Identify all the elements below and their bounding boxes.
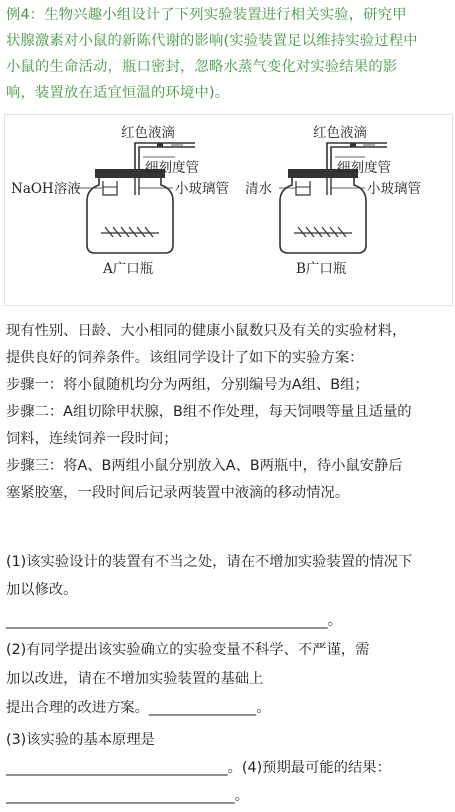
step-three-cont: 塞紧胶塞，一段时间后记录两装置中液滴的移动情况。 (6, 485, 350, 501)
label-naoh-a: NaOH溶液 (11, 181, 81, 197)
question-3-text: (3)该实验的基本原理是 (6, 732, 155, 748)
label-scale-tube-b: 细刻度管 (337, 160, 391, 176)
question-3-4 (6, 726, 452, 810)
question-3-blank[interactable]: _______________________________。(4)预期最可能的结果： (6, 760, 391, 776)
question-1-text: (1)该实验设计的装置有不当之处，请在不增加实验装置的情况下 (6, 554, 413, 570)
question-2-text: (2)有同学提出该实验确立的实验变量不科学、不严谨，需 (6, 642, 370, 658)
step-one: 步骤一：将小鼠随机均分为两组，分别编号为A组、B组； (6, 377, 369, 393)
intro-line: 响，装置放在适宜恒温的环境中)。 (6, 85, 230, 101)
intro-line: 小鼠的生命活动，瓶口密封，忽略水蒸气变化对实验结果的影 (6, 59, 398, 75)
intro-paragraph (6, 2, 452, 106)
blank-line[interactable]: _____________________________________________。 (6, 613, 342, 629)
intro-line: 例4：生物兴趣小组设计了下列实验装置进行相关实验，研究甲 (6, 7, 407, 23)
question-1 (6, 548, 452, 604)
experiment-description (6, 318, 452, 507)
question-4-blank[interactable]: ________________________________。 (6, 788, 250, 804)
label-scale-tube-a: 细刻度管 (145, 160, 199, 176)
label-glass-tube-a: 小玻璃管 (175, 181, 229, 197)
question-2-blank[interactable]: 提出合理的改进方案。_______________。 (6, 700, 271, 716)
question-1-text-cont: 加以修改。 (6, 582, 78, 598)
body-line: 现有性别、日龄、大小相同的健康小鼠数只及有关的实验材料， (6, 323, 407, 339)
apparatus-figure (4, 114, 453, 306)
label-glass-tube-b: 小玻璃管 (367, 181, 421, 197)
label-red-drop-a: 红色液滴 (121, 125, 175, 141)
bottle-a (11, 124, 229, 277)
question-2-text-cont: 加以改进，请在不增加实验装置的基础上 (6, 671, 264, 687)
label-bottle-a: A广口瓶 (103, 261, 154, 277)
apparatus-diagram (5, 115, 452, 305)
bottle-b (245, 124, 421, 277)
step-three: 步骤三：将A、B两组小鼠分别放入A、B两瓶中，待小鼠安静后 (6, 458, 403, 474)
answer-blank-1[interactable] (6, 610, 452, 630)
intro-line: 状腺激素对小鼠的新陈代谢的影响(实验装置足以维持实验过程中 (6, 33, 418, 49)
question-2 (6, 636, 452, 723)
step-two-cont: 饲料，连续饲养一段时间； (6, 431, 178, 447)
label-bottle-b: B广口瓶 (296, 261, 347, 277)
body-line: 提供良好的饲养条件。该组同学设计了如下的实验方案： (6, 350, 364, 366)
step-two: 步骤二：A组切除甲状腺，B组不作处理，每天饲喂等量且适量的 (6, 404, 412, 420)
label-red-drop-b: 红色液滴 (313, 125, 367, 141)
label-water-b: 清水 (245, 181, 272, 197)
